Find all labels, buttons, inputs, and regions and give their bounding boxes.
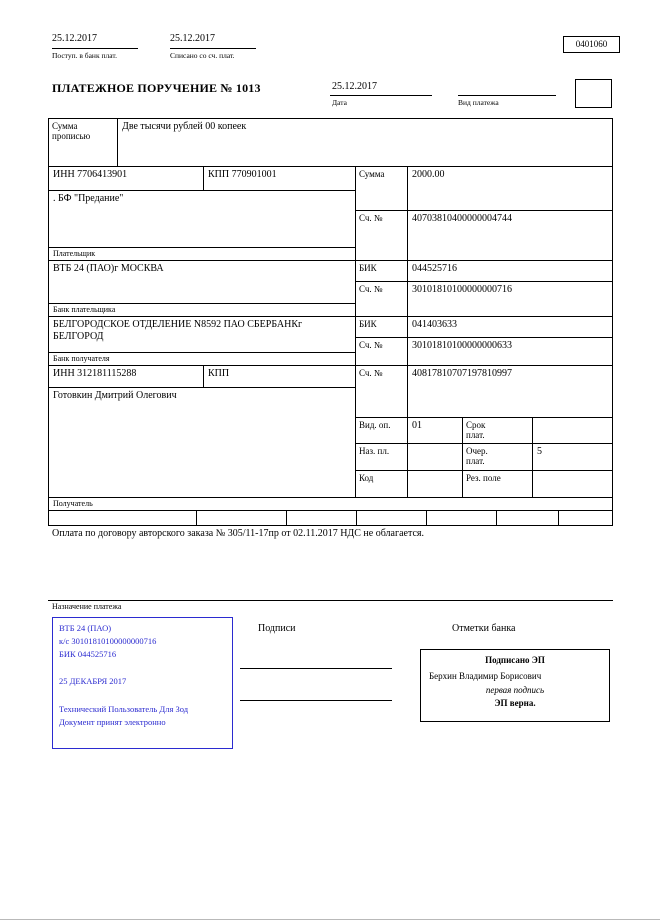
beneficiary-bank-bik: 041403633 bbox=[407, 316, 613, 338]
stamp-date: 25 ДЕКАБРЯ 2017 bbox=[59, 676, 127, 686]
srok-plat-text: Срок плат. bbox=[466, 420, 486, 440]
empty-cell bbox=[286, 510, 357, 526]
naz-pl-label: Наз. пл. bbox=[355, 443, 408, 471]
stamp-user: Технический Пользователь Для Зод bbox=[59, 704, 189, 714]
document-title: ПЛАТЕЖНОЕ ПОРУЧЕНИЕ № 1013 bbox=[52, 81, 261, 95]
payer-bank-bik: 044525716 bbox=[407, 260, 613, 282]
debited-date-label: Списано со сч. плат. bbox=[170, 51, 235, 60]
rez-pole-label: Рез. поле bbox=[462, 470, 533, 498]
payer-bank-name: ВТБ 24 (ПАО)г МОСКВА bbox=[48, 260, 356, 304]
status-box bbox=[575, 79, 612, 108]
beneficiary-inn: ИНН 312181115288 bbox=[48, 365, 204, 388]
empty-cell bbox=[426, 510, 497, 526]
beneficiary-kpp: КПП bbox=[203, 365, 356, 388]
beneficiary-bank-bik-label: БИК bbox=[355, 316, 408, 338]
ocher-plat-label bbox=[462, 443, 533, 471]
naz-pl-value bbox=[407, 443, 463, 471]
bank-marks-title: Отметки банка bbox=[452, 623, 516, 634]
beneficiary-account-label: Сч. № bbox=[355, 365, 408, 418]
vid-op-value: 01 bbox=[407, 417, 463, 444]
beneficiary-bank-account: 30101810100000000633 bbox=[407, 337, 613, 366]
ep-title: Подписано ЭП bbox=[485, 655, 545, 665]
ep-signer-name: Берхин Владимир Борисович bbox=[429, 671, 542, 681]
kod-value bbox=[407, 470, 463, 498]
amount-words-value: Две тысячи рублей 00 копеек bbox=[117, 118, 613, 167]
srok-plat-value bbox=[532, 417, 613, 444]
payment-purpose-label: Назначение платежа bbox=[52, 602, 122, 611]
ocher-plat-value: 5 bbox=[532, 443, 613, 471]
debited-date: 25.12.2017 bbox=[170, 33, 215, 44]
date-underline bbox=[330, 95, 432, 96]
received-date-label: Поступ. в банк плат. bbox=[52, 51, 117, 60]
payer-bank-bik-label: БИК bbox=[355, 260, 408, 282]
purpose-underline bbox=[48, 600, 613, 601]
signature-line-1 bbox=[240, 668, 392, 669]
amount-words-label: Сумма прописью bbox=[48, 118, 118, 167]
kod-label: Код bbox=[355, 470, 408, 498]
payer-inn: ИНН 7706413901 bbox=[48, 166, 204, 191]
payer-bank-label: Банк плательщика bbox=[48, 303, 356, 317]
stamp-note: Документ принят электронно bbox=[59, 717, 166, 727]
payer-name: . БФ "Предание" bbox=[48, 190, 356, 248]
bank-electronic-stamp bbox=[52, 617, 233, 749]
beneficiary-label: Получатель bbox=[48, 497, 613, 511]
form-code-box: 0401060 bbox=[563, 36, 620, 53]
beneficiary-bank-label: Банк получателя bbox=[48, 352, 356, 366]
payer-bank-account-label: Сч. № bbox=[355, 281, 408, 317]
payer-bank-account: 30101810100000000716 bbox=[407, 281, 613, 317]
date-label: Дата bbox=[332, 98, 347, 107]
payer-account: 40703810400000004744 bbox=[407, 210, 613, 261]
vid-op-label: Вид. оп. bbox=[355, 417, 408, 444]
payer-kpp: КПП 770901001 bbox=[203, 166, 356, 191]
payer-label: Плательщик bbox=[48, 247, 356, 261]
stamp-bank-name: ВТБ 24 (ПАО) bbox=[59, 623, 112, 633]
payer-account-label: Сч. № bbox=[355, 210, 408, 261]
empty-cell bbox=[48, 510, 197, 526]
rez-pole-value bbox=[532, 470, 613, 498]
signature-line-2 bbox=[240, 700, 392, 701]
empty-cell bbox=[196, 510, 287, 526]
beneficiary-name: Готовкин Дмитрий Олегович bbox=[48, 387, 356, 498]
payment-kind-label: Вид платежа bbox=[458, 98, 499, 107]
electronic-signature-box bbox=[420, 649, 610, 722]
ep-verified: ЭП верна. bbox=[494, 698, 536, 708]
received-date-underline bbox=[52, 48, 138, 49]
empty-cell bbox=[496, 510, 559, 526]
received-date: 25.12.2017 bbox=[52, 33, 97, 44]
beneficiary-bank-account-label: Сч. № bbox=[355, 337, 408, 366]
beneficiary-bank-name bbox=[48, 316, 356, 353]
stamp-corr-account: к/с 30101810100000000716 bbox=[59, 636, 157, 646]
ep-first-signature: первая подпись bbox=[485, 685, 545, 695]
empty-cell bbox=[558, 510, 613, 526]
signatures-title: Подписи bbox=[258, 623, 296, 634]
document-date: 25.12.2017 bbox=[332, 81, 377, 92]
sum-label: Сумма bbox=[355, 166, 408, 211]
payment-purpose-text: Оплата по договору авторского заказа № 305/11-17пр от 02.11.2017 НДС не облагается. bbox=[52, 528, 424, 539]
debited-date-underline bbox=[170, 48, 256, 49]
sum-value: 2000.00 bbox=[407, 166, 613, 211]
beneficiary-account: 40817810707197810997 bbox=[407, 365, 613, 418]
srok-plat-label bbox=[462, 417, 533, 444]
stamp-bik: БИК 044525716 bbox=[59, 649, 117, 659]
empty-cell bbox=[356, 510, 427, 526]
beneficiary-bank-name-text: БЕЛГОРОДСКОЕ ОТДЕЛЕНИЕ N8592 ПАО СБЕРБАНКг БЕЛГОРОД bbox=[53, 319, 303, 342]
ocher-plat-text: Очер. плат. bbox=[466, 446, 488, 466]
payment-kind-underline bbox=[458, 95, 556, 96]
